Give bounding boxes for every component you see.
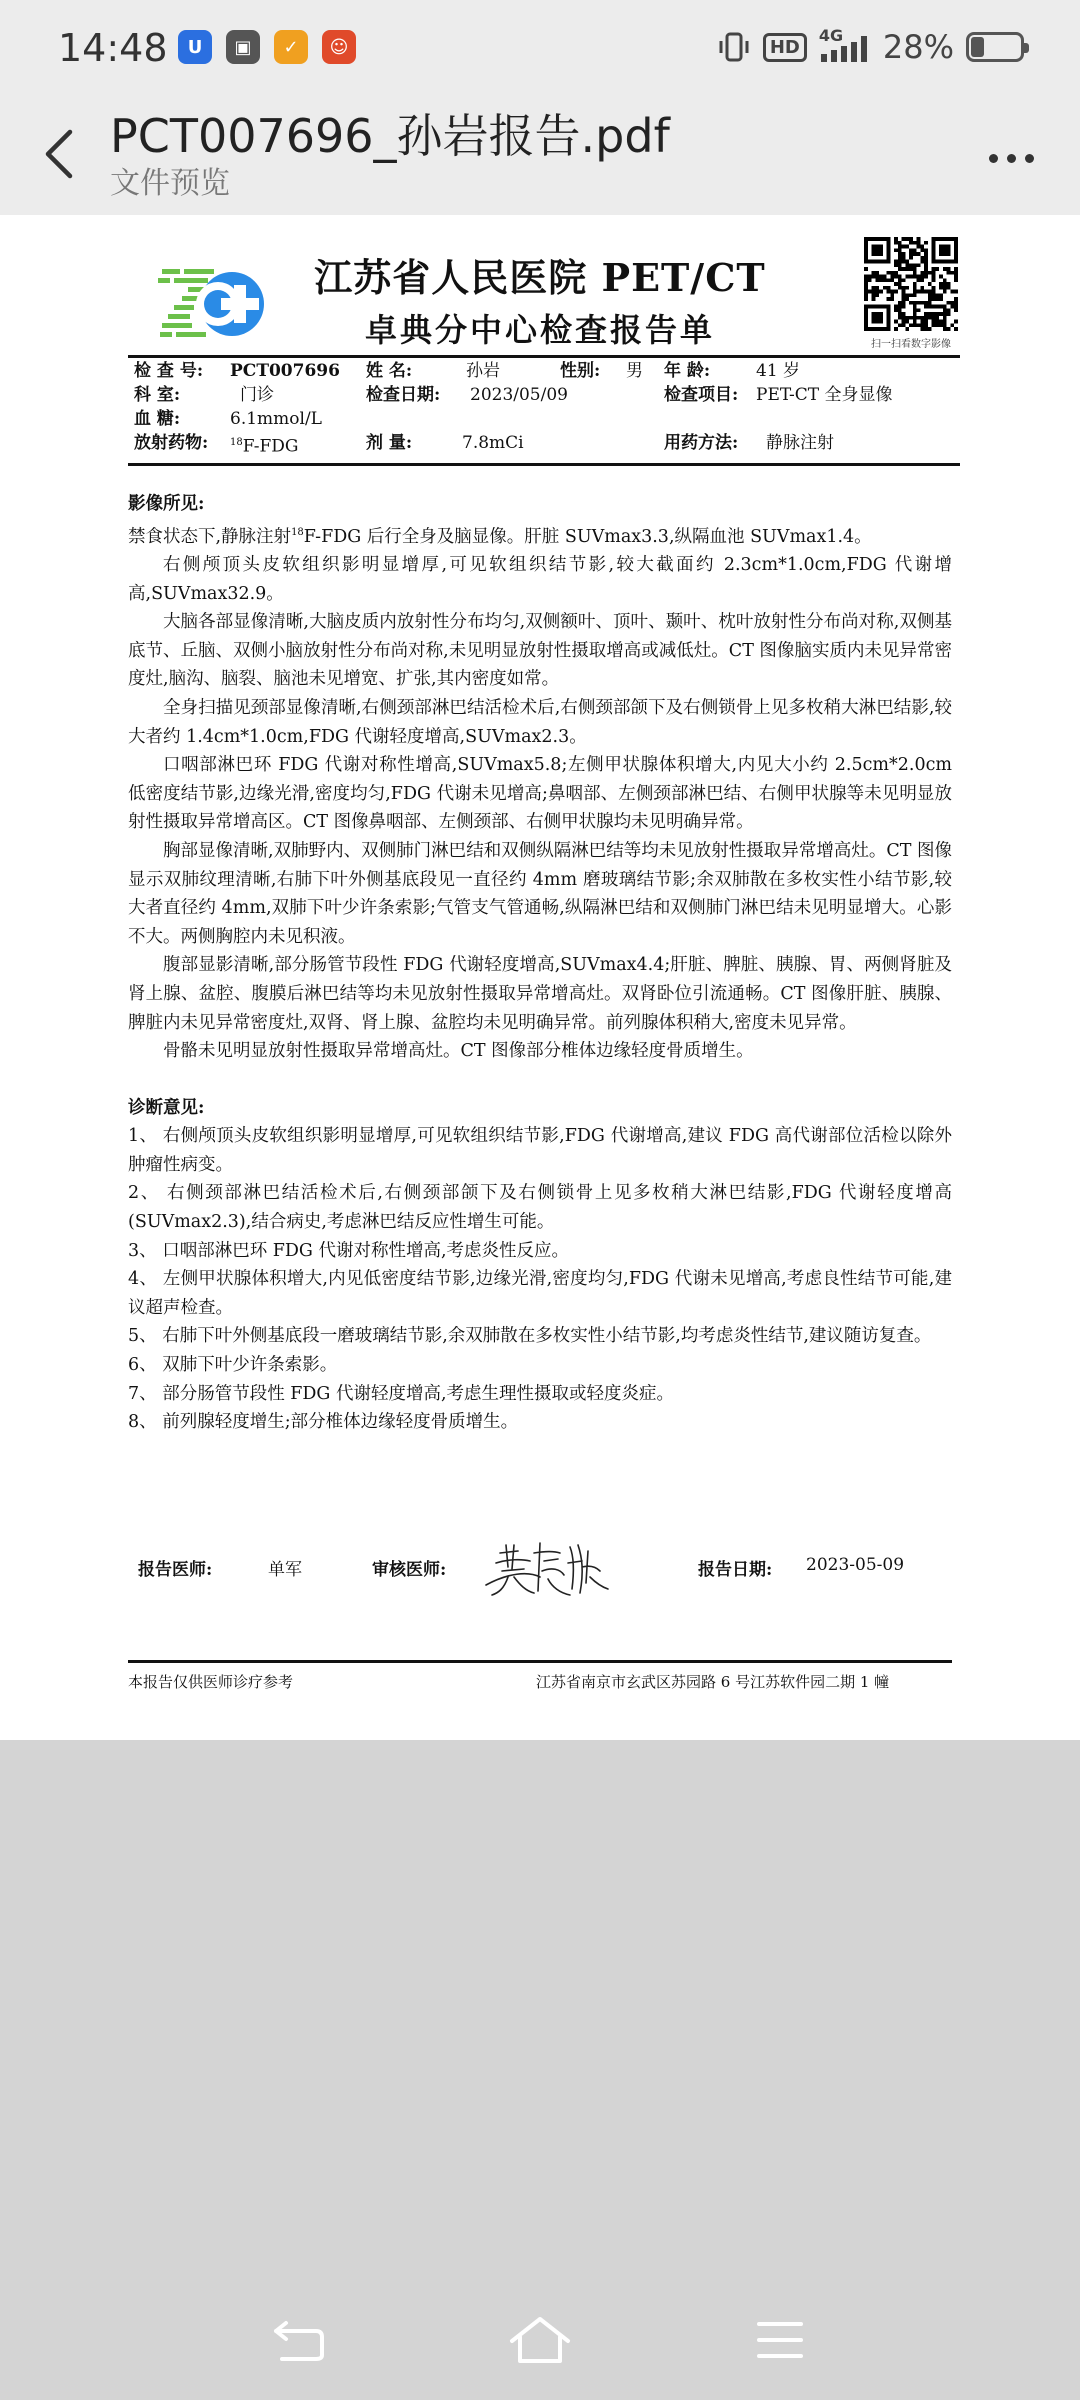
pdf-page[interactable] <box>0 215 1080 1740</box>
info-divider <box>128 463 960 466</box>
exam-no-label: 检 查 号: <box>134 361 204 381</box>
nav-back-button[interactable] <box>260 2310 340 2370</box>
method-label: 用药方法: <box>664 433 739 453</box>
patient-name: 孙岩 <box>466 361 500 381</box>
dose: 7.8mCi <box>462 433 524 453</box>
notification-icons <box>178 30 356 64</box>
hospital-logo <box>158 263 268 345</box>
patient-sex: 男 <box>626 361 643 381</box>
app-notification-icon: ▣ <box>226 30 260 64</box>
age-label: 年 龄: <box>664 361 711 381</box>
menu-icon <box>756 2319 804 2361</box>
exam-date: 2023/05/09 <box>470 385 568 405</box>
home-icon <box>508 2315 572 2365</box>
finding-paragraph: 口咽部淋巴环 FDG 代谢对称性增高,SUVmax5.8;左侧甲状腺体积增大,内见大小约 2.5cm*2.0cm 低密度结节影,边缘光滑,密度均匀,FDG 代谢未见增高;鼻咽部、左侧颈部淋巴结、右侧甲状腺等未见明显放射性摄取异常增高区。CT 图像鼻咽部、左侧颈部、右侧甲状腺均未见明确异常。 <box>128 755 952 833</box>
exam-item-label: 检查项目: <box>664 385 739 405</box>
finding-paragraph: 胸部显像清晰,双肺野内、双侧肺门淋巴结和双侧纵隔淋巴结等均未见放射性摄取异常增高灶。CT 图像显示双肺纹理清晰,右肺下叶外侧基底段见一直径约 4mm 磨玻璃结节影;余双肺散在多枚实性小结节影,较大者直径约 4mm,双肺下叶少许条索影;气管支气管通畅,纵隔淋巴结和双侧肺门淋巴结未见明显增大。心影不大。两侧胸腔内未见积液。 <box>128 840 952 947</box>
footer-divider <box>128 1660 952 1663</box>
diagnosis-item: 3、 口咽部淋巴环 FDG 代谢对称性增高,考虑炎性反应。 <box>128 1240 570 1261</box>
more-options-button[interactable] <box>976 128 1046 188</box>
info-row <box>134 383 960 407</box>
diagnosis-list <box>128 1122 952 1437</box>
diagnosis-item: 1、 右侧颅顶头皮软组织影明显增厚,可见软组织结节影,FDG 代谢增高,建议 FDG 高代谢部位活检以除外肿瘤性病变。 <box>128 1126 952 1175</box>
finding-paragraph: 骨骼未见明显放射性摄取异常增高灶。CT 图像部分椎体边缘轻度骨质增生。 <box>163 1041 754 1062</box>
back-button[interactable] <box>30 114 90 194</box>
findings-title: 影像所见: <box>128 494 205 514</box>
nav-menu-button[interactable] <box>740 2310 820 2370</box>
diagnosis-title: 诊断意见: <box>128 1097 205 1118</box>
navigation-bar <box>0 2280 1080 2400</box>
diagnosis-item: 5、 右肺下叶外侧基底段一磨玻璃结节影,余双肺散在多枚实性小结节影,均考虑炎性结节,建议随访复查。 <box>128 1326 932 1347</box>
signature-row <box>138 1533 958 1603</box>
signal-icon <box>818 26 871 64</box>
drug-label: 放射药物: <box>134 433 209 453</box>
glucose: 6.1mmol/L <box>230 409 322 429</box>
report-body <box>128 490 952 1437</box>
back-arrow-icon <box>272 2317 328 2363</box>
finding-paragraph: 全身扫描见颈部显像清晰,右侧颈部淋巴结活检术后,右侧颈部颌下及右侧锁骨上见多枚稍大淋巴结影,较大者约 1.4cm*1.0cm,FDG 代谢轻度增高,SUVmax2.3。 <box>128 697 952 747</box>
file-title: PCT007696_孙岩报告.pdf <box>110 109 670 163</box>
report-title: 卓典分中心检查报告单 <box>364 311 715 349</box>
exam-item: PET-CT 全身显像 <box>756 385 893 405</box>
name-label: 姓 名: <box>366 361 413 381</box>
qr-code <box>864 237 958 331</box>
status-time: 14:48 <box>58 26 168 70</box>
status-indicators <box>717 28 1024 66</box>
app-notification-icon: U <box>178 30 212 64</box>
diagnosis-item: 4、 左侧甲状腺体积增大,内见低密度结节影,边缘光滑,密度均匀,FDG 代谢未见增高,考虑良性结节可能,建议超声检查。 <box>128 1269 952 1318</box>
info-row <box>134 431 960 455</box>
diagnosis-item: 8、 前列腺轻度增生;部分椎体边缘轻度骨质增生。 <box>128 1412 519 1433</box>
network-type: 4G <box>818 26 844 45</box>
info-row <box>134 407 960 431</box>
app-notification-icon: ☺ <box>322 30 356 64</box>
diagnosis-item: 6、 双肺下叶少许条索影。 <box>128 1355 338 1376</box>
sex-label: 性别: <box>560 361 601 381</box>
vibrate-icon <box>717 30 751 64</box>
app-notification-icon: ✓ <box>274 30 308 64</box>
battery-icon <box>966 32 1024 62</box>
nav-home-button[interactable] <box>500 2310 580 2370</box>
patient-age: 41 岁 <box>756 361 801 381</box>
glucose-label: 血 糖: <box>134 409 181 429</box>
finding-paragraph: 大脑各部显像清晰,大脑皮质内放射性分布均匀,双侧额叶、顶叶、颞叶、枕叶放射性分布尚对称,双侧基底节、丘脑、双侧小脑放射性分布尚对称,未见明显放射性摄取增高或减低灶。CT 图像脑实质内未见异常密度灶,脑沟、脑裂、脑池未见增宽、扩张,其内密度如常。 <box>128 612 952 690</box>
qr-caption: 扫一扫看数字影像 <box>871 339 951 350</box>
file-subtitle: 文件预览 <box>110 166 230 201</box>
exam-date-label: 检查日期: <box>366 385 441 405</box>
status-bar <box>0 0 1080 100</box>
dept-label: 科 室: <box>134 385 181 405</box>
footer-note: 本报告仅供医师诊疗参考 <box>128 1673 294 1691</box>
file-preview-header <box>0 100 1080 215</box>
date-label: 报告日期: <box>698 1560 773 1580</box>
footer-address: 江苏省南京市玄武区苏园路 6 号江苏软件园二期 1 幢 <box>536 1673 890 1691</box>
more-icon <box>989 154 998 163</box>
report-date: 2023-05-09 <box>806 1555 905 1575</box>
dose-label: 剂 量: <box>366 433 413 453</box>
battery-level <box>971 37 984 57</box>
reviewer-signature <box>478 1533 618 1603</box>
findings-intro: 禁食状态下,静脉注射$^{18}$F-FDG 后行全身及脑显像。肝脏 SUVmax3.3,纵隔血池 SUVmax1.4。 <box>128 526 872 547</box>
battery-percent: 28% <box>882 28 954 66</box>
exam-no: PCT007696 <box>230 361 340 381</box>
doctor-name: 单军 <box>268 1560 302 1580</box>
dept: 门诊 <box>240 385 274 405</box>
finding-paragraph: 腹部显影清晰,部分肠管节段性 FDG 代谢轻度增高,SUVmax4.4;肝脏、脾脏、胰腺、胃、两侧肾脏及肾上腺、盆腔、腹膜后淋巴结等均未见放射性摄取异常增高灶。双肾卧位引流通畅。CT 图像肝脏、胰腺、脾脏内未见异常密度灶,双肾、肾上腺、盆腔均未见明确异常。前列腺体积稍大,密度未见异常。 <box>128 955 952 1033</box>
chevron-left-icon <box>42 126 78 182</box>
diagnosis-item: 7、 部分肠管节段性 FDG 代谢轻度增高,考虑生理性摄取或轻度炎症。 <box>128 1383 675 1404</box>
header-divider <box>128 355 960 358</box>
drug: $^{18}$F-FDG <box>230 436 299 457</box>
info-row <box>134 359 960 383</box>
method: 静脉注射 <box>766 433 834 453</box>
diagnosis-item: 2、 右侧颈部淋巴结活检术后,右侧颈部颌下及右侧锁骨上见多枚稍大淋巴结影,FDG 代谢轻度增高(SUVmax2.3),结合病史,考虑淋巴结反应性增生可能。 <box>128 1183 952 1233</box>
finding-paragraph: 右侧颅顶头皮软组织影明显增厚,可见软组织结节影,较大截面约 2.3cm*1.0cm,FDG 代谢增高,SUVmax32.9。 <box>128 555 952 604</box>
hospital-title: 江苏省人民医院 PET/CT <box>314 255 766 300</box>
patient-info <box>134 359 960 455</box>
findings-list <box>128 551 952 1066</box>
hd-badge: HD <box>763 33 807 62</box>
reviewer-label: 审核医师: <box>372 1560 447 1580</box>
doctor-label: 报告医师: <box>138 1560 213 1580</box>
